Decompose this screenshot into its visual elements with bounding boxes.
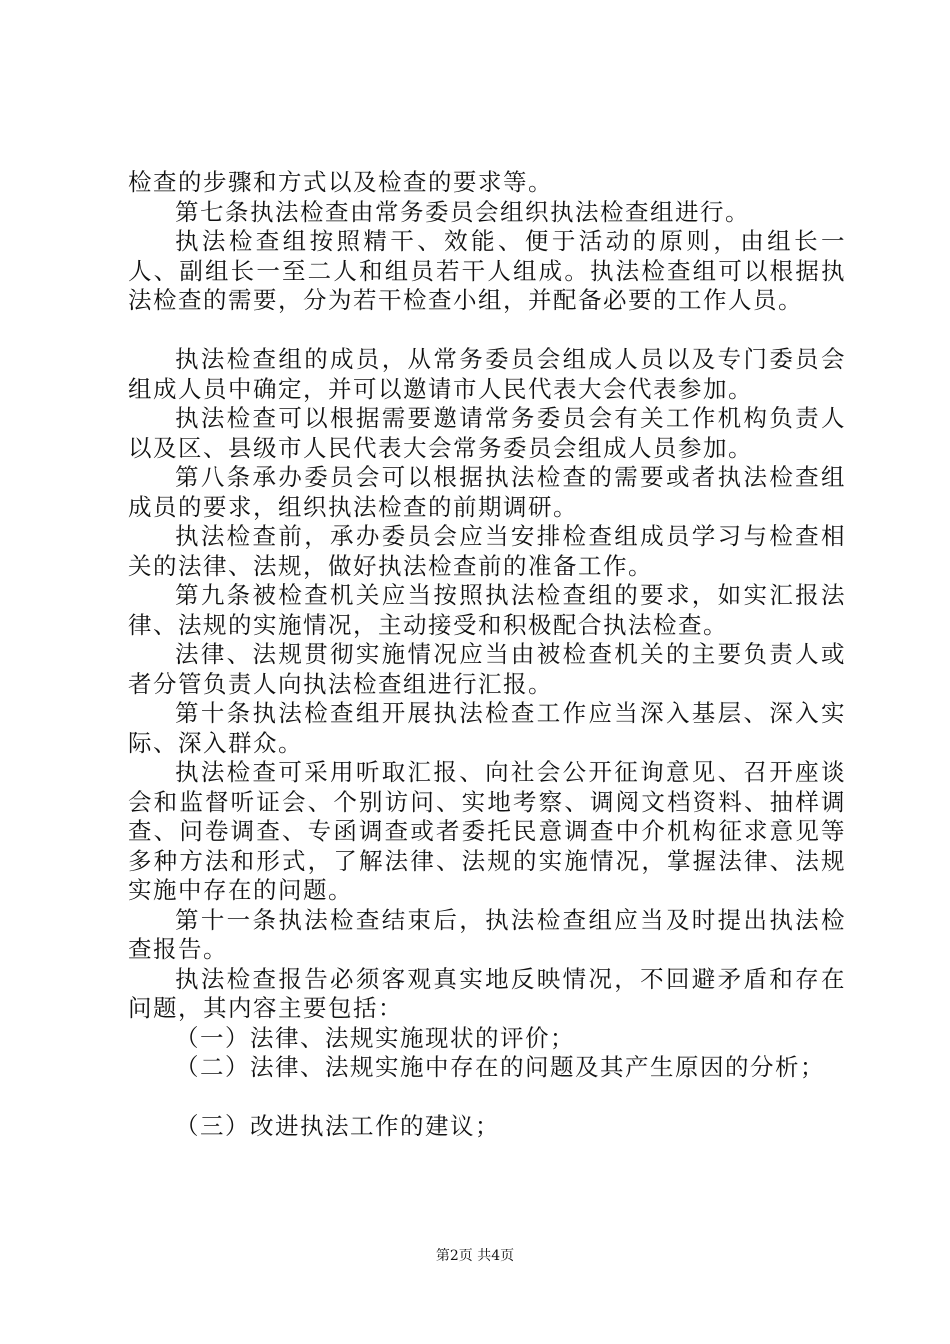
paragraph: 执法检查组按照精干、效能、便于活动的原则，由组长一人、副组长一至二人和组员若干人组成。执法检查组可以根据执法检查的需要，分为若干检查小组，并配备必要的工作人员。 [128,227,846,314]
paragraph: 法律、法规贯彻实施情况应当由被检查机关的主要负责人或者分管负责人向执法检查组进行汇报。 [128,640,846,698]
paragraph: 检查的步骤和方式以及检查的要求等。 [128,168,553,196]
paragraph: 执法检查可采用听取汇报、向社会公开征询意见、召开座谈会和监督听证会、个别访问、实地考察、调阅文档资料、抽样调查、问卷调查、专函调查或者委托民意调查中介机构征求意见等多种方法和形式，了解法律、法规的实施情况，掌握法律、法规实施中存在的问题。 [128,758,846,904]
paragraph: 执法检查报告必须客观真实地反映情况，不回避矛盾和存在问题，其内容主要包括： [128,964,846,1022]
document-body [128,168,846,1142]
paragraph: 第七条执法检查由常务委员会组织执法检查组进行。 [175,197,750,226]
paragraph: 执法检查可以根据需要邀请常务委员会有关工作机构负责人以及区、县级市人民代表大会常务委员会组成人员参加。 [128,404,846,462]
list-item: （三）改进执法工作的建议； [175,1112,500,1140]
paragraph: 第八条承办委员会可以根据执法检查的需要或者执法检查组成员的要求，组织执法检查的前期调研。 [128,463,846,521]
paragraph: 第九条被检查机关应当按照执法检查组的要求，如实汇报法律、法规的实施情况，主动接受和积极配合执法检查。 [128,581,846,639]
page-number-footer: 第2页 共4页 [435,1248,515,1264]
paragraph: 第十条执法检查组开展执法检查工作应当深入基层、深入实际、深入群众。 [128,699,846,757]
list-item: （一）法律、法规实施现状的评价； [175,1023,575,1052]
paragraph: 第十一条执法检查结束后，执法检查组应当及时提出执法检查报告。 [128,905,846,963]
paragraph: 执法检查组的成员，从常务委员会组成人员以及专门委员会组成人员中确定，并可以邀请市人民代表大会代表参加。 [128,345,846,403]
list-item: （二）法律、法规实施中存在的问题及其产生原因的分析； [175,1053,825,1081]
paragraph: 执法检查前，承办委员会应当安排检查组成员学习与检查相关的法律、法规，做好执法检查前的准备工作。 [128,522,846,580]
